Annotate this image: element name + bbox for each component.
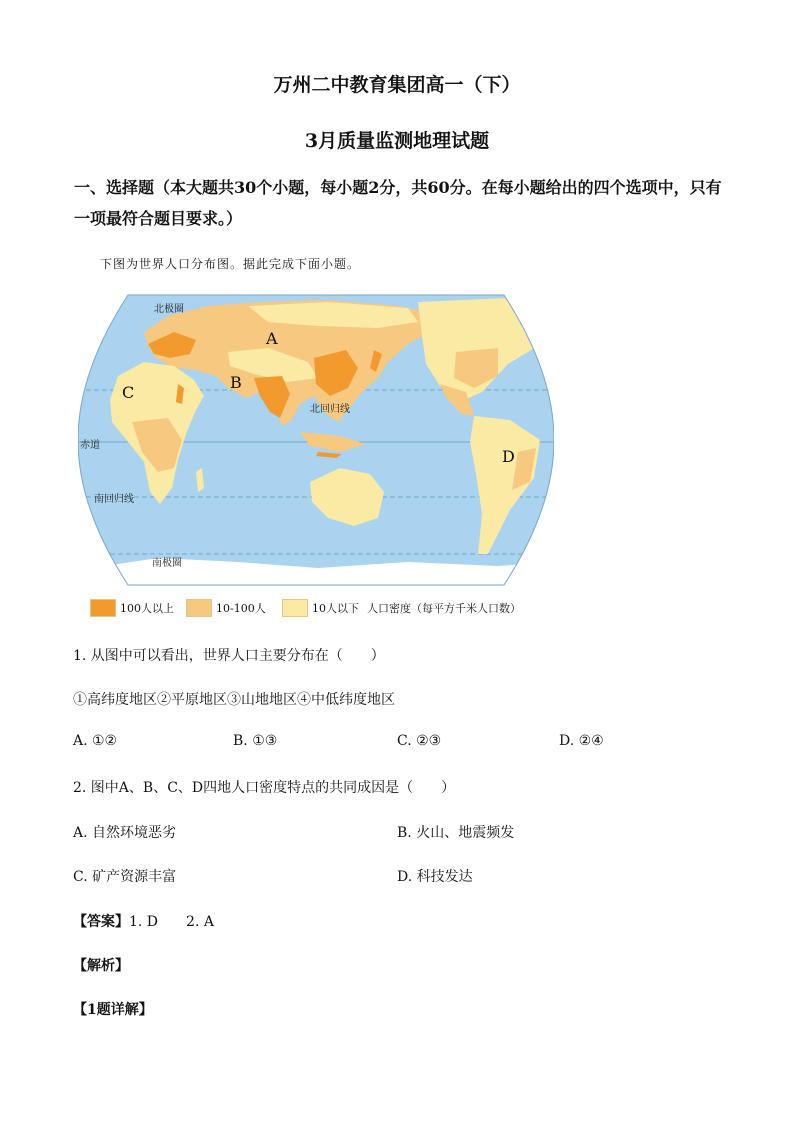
arctic-circle-label: 北极圈 [154, 304, 184, 315]
legend-swatch-mid [186, 599, 212, 617]
question-1-statement: ①高纬度地区②平原地区③山地地区④中低纬度地区 [73, 692, 395, 708]
q2-option-d[interactable]: D. 科技发达 [397, 869, 473, 885]
section-heading: 一、选择题（本大题共30个小题，每小题2分，共60分。在每小题给出的四个选项中，只有一项最符合题目要求。） [74, 178, 722, 228]
world-population-map [78, 292, 554, 588]
antarctic-circle-label: 南极圈 [152, 558, 182, 569]
q2-option-c[interactable]: C. 矿产资源丰富 [73, 869, 177, 885]
q2-option-a[interactable]: A. 自然环境恶劣 [73, 825, 177, 841]
region-label-c: C [122, 383, 135, 402]
question-2-stem: 2. 图中A、B、C、D四地人口密度特点的共同成因是（ ） [73, 780, 456, 796]
q1-option-a[interactable]: A. ①② [73, 733, 118, 749]
page-subtitle: 3月质量监测地理试题 [304, 130, 490, 152]
legend-high [90, 598, 174, 618]
analysis-label: 【解析】 [73, 958, 129, 974]
legend-mid [186, 598, 266, 618]
legend-swatch-low [282, 599, 308, 617]
legend-label-mid: 10-100人 [216, 602, 266, 615]
q1-option-d[interactable]: D. ②④ [559, 733, 604, 749]
region-label-d: D [502, 447, 515, 466]
question-intro: 下图为世界人口分布图。据此完成下面小题。 [100, 257, 361, 271]
legend-low [282, 598, 521, 618]
region-label-a: A [266, 329, 278, 348]
equator-label: 赤道 [80, 440, 100, 451]
legend-caption: 人口密度（每平方千米人口数） [367, 602, 521, 615]
answer-label: 【答案】 [73, 914, 129, 930]
q1-option-b[interactable]: B. ①③ [233, 733, 278, 749]
page-title: 万州二中教育集团高一（下） [273, 74, 521, 96]
legend-swatch-high [90, 599, 116, 617]
detail-label: 【1题详解】 [73, 1002, 153, 1018]
q2-option-b[interactable]: B. 火山、地震频发 [397, 825, 515, 841]
q1-option-c[interactable]: C. ②③ [397, 733, 442, 749]
legend-label-low: 10人以下 [312, 602, 359, 615]
tropic-capricorn-label: 南回归线 [94, 494, 134, 505]
answer-line [73, 911, 214, 931]
answer-text: 1. D 2. A [129, 914, 214, 930]
region-label-b: B [230, 373, 242, 392]
question-1-stem: 1. 从图中可以看出，世界人口主要分布在（ ） [73, 648, 385, 664]
tropic-cancer-label: 北回归线 [310, 404, 350, 415]
legend-label-high: 100人以上 [120, 602, 174, 615]
